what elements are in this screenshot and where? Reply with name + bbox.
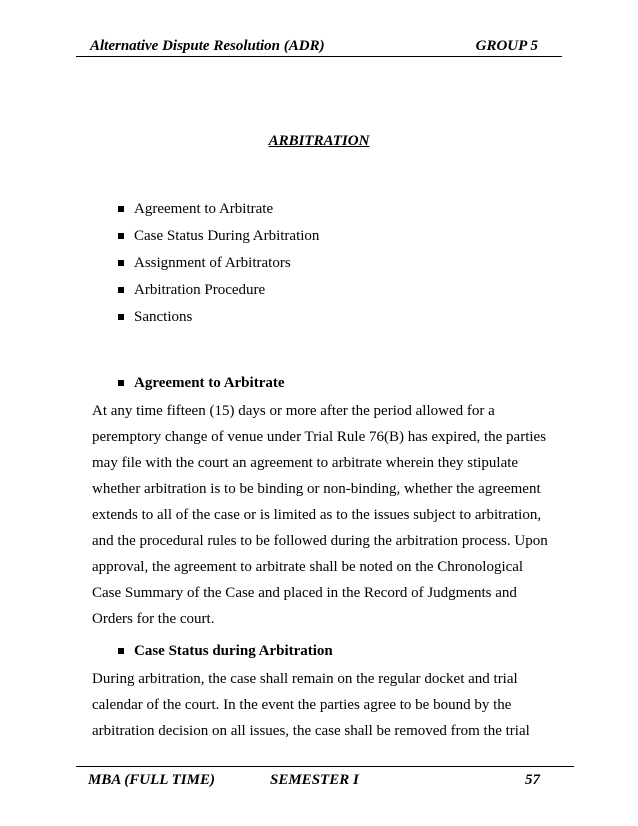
- square-bullet-icon: [118, 287, 124, 293]
- square-bullet-icon: [118, 233, 124, 239]
- square-bullet-icon: [118, 380, 124, 386]
- list-item: [118, 308, 319, 335]
- text-line: whether arbitration is to be binding or non-binding, whether the agreement: [92, 481, 541, 497]
- list-item: [118, 227, 319, 254]
- section-heading-text: Agreement to Arbitrate: [134, 375, 285, 391]
- section-heading-text: Case Status during Arbitration: [134, 643, 333, 659]
- paragraph-agreement: [92, 402, 552, 636]
- square-bullet-icon: [118, 260, 124, 266]
- text-line: Case Summary of the Case and placed in the Record of Judgments and: [92, 585, 517, 601]
- page-header: [90, 38, 538, 58]
- text-line: extends to all of the case or is limited as to the issues subject to arbitration,: [92, 507, 542, 523]
- text-line: peremptory change of venue under Trial Rule 76(B) has expired, the parties: [92, 429, 547, 445]
- list-item-text: Assignment of Arbitrators: [134, 255, 291, 271]
- footer-rule: [76, 766, 574, 767]
- text-line: may file with the court an agreement to arbitrate wherein they stipulate: [92, 455, 519, 471]
- list-item-text: Case Status During Arbitration: [134, 228, 320, 244]
- text-line: At any time fifteen (15) days or more after the period allowed for a: [92, 403, 495, 419]
- text-line: arbitration decision on all issues, the case shall be removed from the trial: [92, 723, 530, 739]
- text-line: During arbitration, the case shall remain on the regular docket and trial: [92, 671, 518, 687]
- header-group: GROUP 5: [475, 38, 538, 54]
- text-line: approval, the agreement to arbitrate shall be noted on the Chronological: [92, 559, 524, 575]
- header-title: Alternative Dispute Resolution (ADR): [90, 38, 325, 54]
- list-item: [118, 281, 319, 308]
- list-item-text: Sanctions: [134, 309, 193, 325]
- list-item-text: Arbitration Procedure: [134, 282, 266, 298]
- section-heading-case-status: [118, 642, 333, 660]
- header-rule: [76, 56, 562, 57]
- footer-semester: SEMESTER I: [270, 772, 359, 788]
- text-line: calendar of the court. In the event the parties agree to be bound by the: [92, 697, 512, 713]
- list-item-text: Agreement to Arbitrate: [134, 201, 274, 217]
- square-bullet-icon: [118, 206, 124, 212]
- topic-list: [118, 200, 319, 335]
- page-title-text: ARBITRATION: [268, 133, 370, 149]
- page-footer: [88, 772, 540, 792]
- paragraph-case-status: [92, 670, 552, 748]
- footer-program: MBA (FULL TIME): [88, 772, 215, 788]
- text-line: Orders for the court.: [92, 611, 215, 627]
- list-item: [118, 254, 319, 281]
- section-heading-agreement: [118, 374, 285, 392]
- list-item: [118, 200, 319, 227]
- text-line: and the procedural rules to be followed during the arbitration process. Upon: [92, 533, 548, 549]
- square-bullet-icon: [118, 314, 124, 320]
- square-bullet-icon: [118, 648, 124, 654]
- page-title: [0, 133, 638, 150]
- page-number: 57: [525, 772, 540, 788]
